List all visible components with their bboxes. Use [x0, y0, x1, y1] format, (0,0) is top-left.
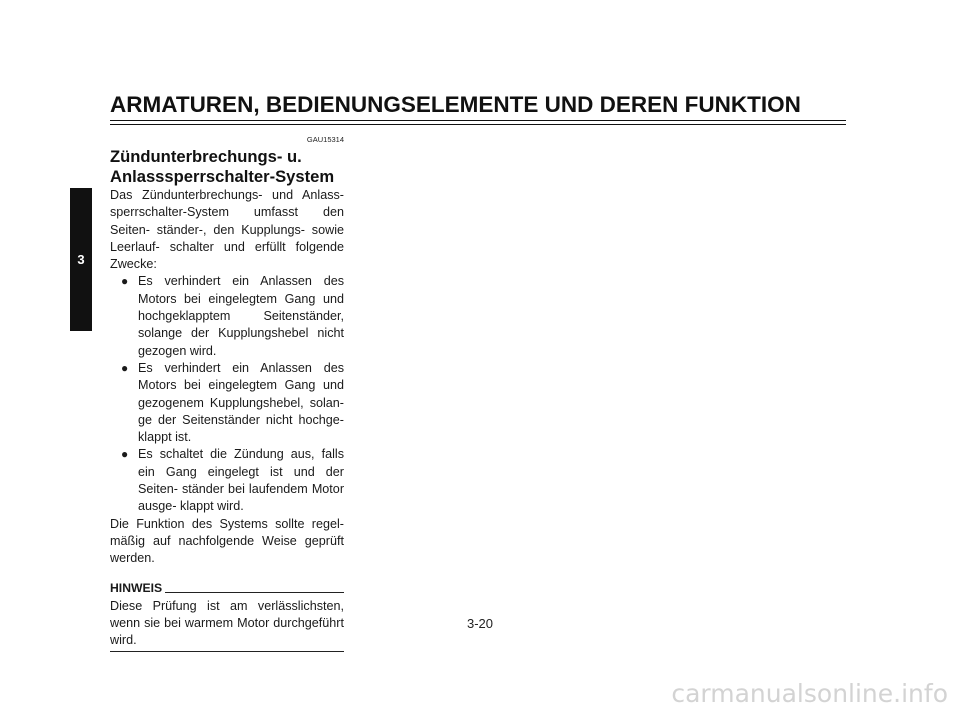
bullet-dot-icon: ● — [121, 274, 129, 289]
intro-line: schalter und erfüllt folgende Zwecke: — [110, 239, 344, 272]
note-text — [110, 598, 344, 650]
watermark-text: carmanualsonline.info — [671, 679, 948, 708]
note-label: HINWEIS — [110, 580, 163, 595]
bullet-line: gezogenem Kupplungshebel, solan- — [138, 395, 344, 410]
bullet-line: solange der Kupplungshebel nicht — [138, 326, 344, 341]
section-title — [110, 147, 344, 187]
bullet-item-2 — [110, 360, 344, 446]
closing-line: werden. — [110, 551, 155, 566]
bullet-line: klappt wird. — [180, 499, 244, 514]
closing-line: mäßig auf nachfolgende Weise geprüft — [110, 533, 344, 548]
chapter-header-title: ARMATUREN, BEDIENUNGSELEMENTE UND DEREN FUNKTION — [110, 92, 801, 117]
note-line: wird. — [110, 633, 137, 648]
note-line: wenn sie bei warmem Motor durchgeführt — [110, 615, 344, 630]
closing-line: Die Funktion des Systems sollte regel- — [110, 516, 344, 531]
header-rule-secondary — [110, 124, 846, 125]
note-header-rule — [165, 592, 344, 593]
header-rule — [110, 120, 846, 121]
section-title-line-2: Anlasssperrschalter-System — [110, 167, 335, 186]
bullet-item-3 — [110, 446, 344, 515]
bullet-line: hochgeklapptem Seitenständer, — [138, 309, 344, 324]
bullet-line: klappt ist. — [138, 430, 192, 445]
note-header — [110, 581, 344, 596]
bullet-line: Gang eingelegt ist und der Seiten- — [138, 464, 344, 497]
intro-line: Das Zündunterbrechungs- und Anlass- — [110, 188, 344, 202]
bullet-item-1 — [110, 273, 344, 359]
note-line: Diese Prüfung ist am verlässlichsten, — [110, 598, 344, 613]
bullet-line: Motors bei eingelegtem Gang und — [138, 291, 344, 306]
bullet-line: gezogen wird. — [138, 343, 217, 358]
content-column — [110, 126, 344, 652]
intro-line: ständer-, den Kupplungs- sowie Leerlauf- — [110, 222, 345, 254]
bullet-line: ständer bei laufendem Motor ausge- — [138, 482, 345, 514]
function-bullet-list — [110, 273, 344, 515]
closing-paragraph — [110, 516, 344, 568]
bullet-line: ge der Seitenständer nicht hochge- — [138, 412, 344, 427]
bullet-dot-icon: ● — [121, 360, 129, 375]
bullet-line: Es verhindert ein Anlassen des — [138, 274, 344, 289]
note-end-rule — [110, 651, 344, 652]
bullet-line: Motors bei eingelegtem Gang und — [138, 378, 344, 393]
bullet-line: Es verhindert ein Anlassen des — [138, 360, 344, 375]
intro-paragraph — [110, 187, 344, 273]
bullet-dot-icon: ● — [121, 447, 129, 462]
section-ref-code: GAU15314 — [306, 135, 344, 144]
chapter-tab-number: 3 — [77, 252, 85, 267]
section-title-line-1: Zündunterbrechungs- u. — [110, 147, 302, 166]
bullet-line: Es schaltet die Zündung aus, falls ein — [138, 447, 344, 479]
intro-line: sperrschalter-System umfasst den Seiten- — [110, 205, 344, 237]
page-number: 3-20 — [466, 616, 494, 631]
